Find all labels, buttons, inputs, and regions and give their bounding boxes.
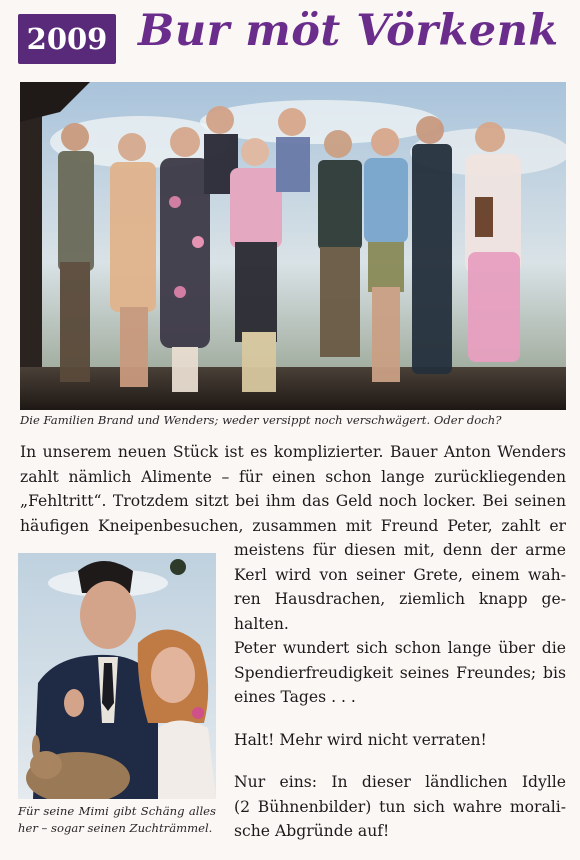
article-paragraph-1	[20, 440, 566, 538]
small-photo-caption: Für seine Mimi gibt Schäng alles her – sogar seinen Zuchträmmel.	[18, 804, 216, 835]
couple-photo	[18, 553, 216, 799]
article-paragraph-4	[234, 770, 566, 844]
text-line: zahlt nämlich Alimente – für einen schon lange zurückliegenden	[20, 467, 566, 486]
text-line: sche Abgründe auf!	[234, 822, 390, 840]
main-photo-caption: Die Familien Brand und Wenders; weder versippt noch verschwägert. Oder doch?	[20, 413, 502, 427]
text-line: Nur eins: In dieser ländlichen Idylle	[234, 773, 566, 791]
text-line: eines Tages . . .	[234, 688, 356, 706]
text-line: Peter wundert sich schon lange über die	[234, 639, 566, 657]
text-line: „Fehltritt“. Trotzdem sitzt bei ihm das Geld noch locker. Bei seinen	[20, 492, 566, 510]
text-line: Spendierfreudigkeit seines Freundes; bis	[234, 663, 566, 682]
text-line: halten.	[234, 614, 289, 633]
year-badge: 2009	[18, 14, 116, 64]
text-line: (2 Bühnenbilder) tun sich wahre morali-	[234, 797, 566, 816]
text-line: Kerl wird von seiner Grete, einem wah-	[234, 565, 566, 584]
article-paragraph-2	[234, 636, 566, 710]
article-paragraph-3	[234, 728, 566, 753]
page-title: Bur möt Vörkenk	[138, 6, 559, 56]
text-line: ren Hausdrachen, ziemlich knapp ge-	[234, 590, 566, 608]
text-line: meistens für diesen mit, denn der arme	[234, 541, 566, 559]
text-line: Halt! Mehr wird nicht verraten!	[234, 731, 487, 749]
text-line: In unserem neuen Stück ist es komplizierter. Bauer Anton Wenders	[20, 443, 566, 461]
cast-group-photo	[20, 82, 566, 410]
text-line: häufigen Kneipenbesuchen, zusammen mit Freund Peter, zahlt er	[20, 516, 566, 535]
article-paragraph-1-continued	[234, 538, 566, 636]
